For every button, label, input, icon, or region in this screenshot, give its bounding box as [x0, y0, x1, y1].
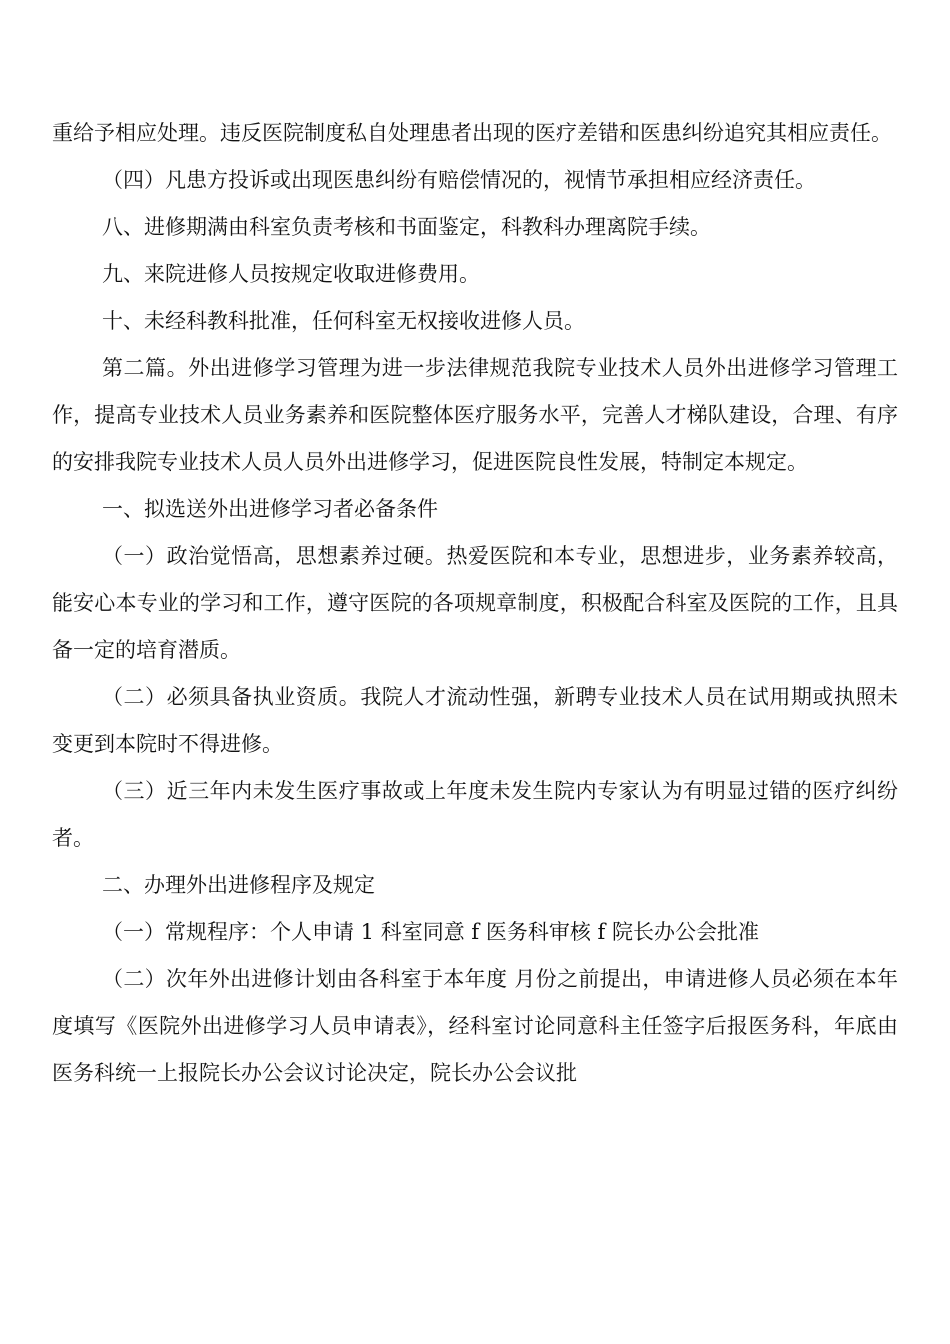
paragraph-2: （四）凡患方投诉或出现医患纠纷有赔偿情况的，视情节承担相应经济责任。	[102, 168, 816, 192]
document-body	[52, 110, 898, 1097]
paragraph-12: （一）常规程序：个人申请 1 科室同意 f 医务科审核 f 院长办公会批准	[102, 920, 759, 944]
paragraph-4: 九、来院进修人员按规定收取进修费用。	[102, 262, 480, 286]
paragraph-13: （二）次年外出进修计划由各科室于本年度 月份之前提出，申请进修人员必须在本年度填写《医院外出进修学习人员申请表》，经科室讨论同意科主任签字后报医务科，年底由医务科统一上报院长办公会议讨论决定，院长办公会议批	[52, 967, 898, 1085]
section-heading-2: 二、办理外出进修程序及规定	[102, 873, 375, 897]
paragraph-6: 第二篇。外出进修学习管理为进一步法律规范我院专业技术人员外出进修学习管理工作，提高专业技术人员业务素养和医院整体医疗服务水平，完善人才梯队建设，合理、有序的安排我院专业技术人员人员外出进修学习，促进医院良性发展，特制定本规定。	[52, 356, 898, 474]
paragraph-1: 重给予相应处理。违反医院制度私自处理患者出现的医疗差错和医患纠纷追究其相应责任。	[52, 121, 892, 145]
section-heading-1: 一、拟选送外出进修学习者必备条件	[102, 497, 438, 521]
paragraph-3: 八、进修期满由科室负责考核和书面鉴定，科教科办理离院手续。	[102, 215, 711, 239]
paragraph-9: （二）必须具备执业资质。我院人才流动性强，新聘专业技术人员在试用期或执照未变更到本院时不得进修。	[52, 685, 898, 756]
paragraph-8: （一）政治觉悟高，思想素养过硬。热爱医院和本专业，思想进步，业务素养较高，能安心本专业的学习和工作，遵守医院的各项规章制度，积极配合科室及医院的工作，且具备一定的培育潜质。	[52, 544, 898, 662]
paragraph-5: 十、未经科教科批准，任何科室无权接收进修人员。	[102, 309, 585, 333]
paragraph-10: （三）近三年内未发生医疗事故或上年度未发生院内专家认为有明显过错的医疗纠纷者。	[52, 779, 898, 850]
